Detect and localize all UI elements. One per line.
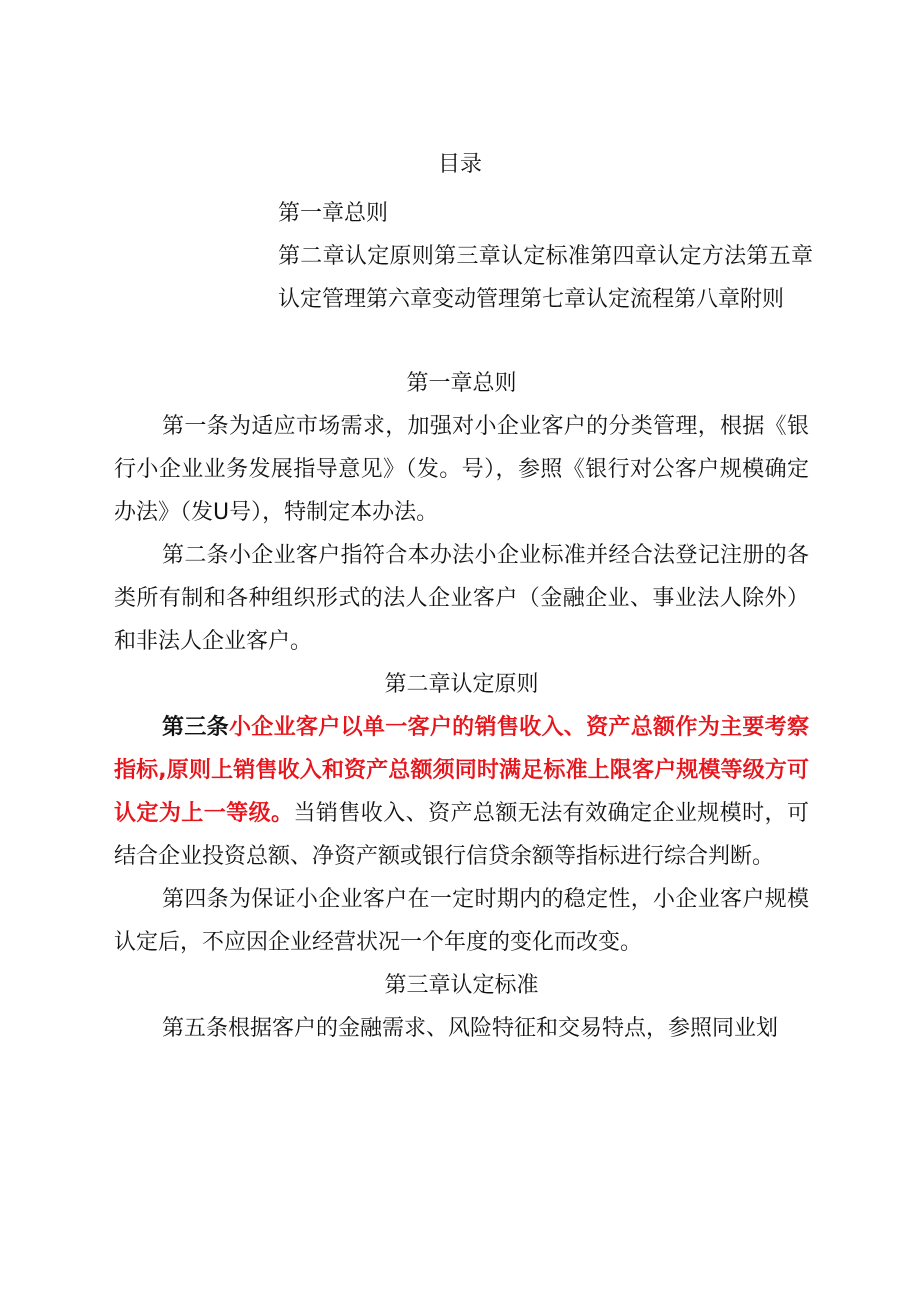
article-paragraph: 第一条为适应市场需求，加强对小企业客户的分类管理，根据《银行小企业业务发展指导意见》（发。号），参照《银行对公客户规模确定办法》（发U号），特制定本办法。 [114, 414, 809, 525]
toc-entry: 第一章总则 [278, 201, 389, 226]
chapter-heading: 第三章认定标准 [384, 973, 539, 998]
toc-title: 目录 [437, 152, 482, 177]
article-paragraph [114, 706, 809, 878]
article-paragraph: 第四条为保证小企业客户在一定时期内的稳定性，小企业客户规模认定后，不应因企业经营状况一个年度的变化而改变。 [114, 887, 809, 955]
article-paragraph: 第二条小企业客户指符合本办法小企业标准并经合法登记注册的各类所有制和各种组织形式的法人企业客户（金融企业、事业法人除外）和非法人企业客户。 [114, 543, 809, 654]
document-body [114, 362, 809, 1050]
article-text: 当销售收入、资产总额无法有效确定企业规模时，可结合企业投资总额、净资产额或银行信贷余额等指标进行综合判断。 [114, 801, 809, 869]
chapter-heading: 第二章认定原则 [384, 672, 539, 697]
table-of-contents [278, 192, 813, 321]
chapter-heading: 第一章总则 [406, 371, 517, 396]
article-label: 第三条 [162, 715, 229, 740]
toc-entry: 第二章认定原则第三章认定标准第四章认定方法第五章认定管理第六章变动管理第七章认定流程第八章附则 [278, 244, 813, 312]
article-paragraph: 第五条根据客户的金融需求、风险特征和交易特点，参照同业划 [162, 1016, 779, 1041]
highlighted-text: 小企业客户以单一客户的销售收入、资产总额作为主要考察指标,原则上销售收入和资产总额须同时满足标准上限客户规模等级方可认定为上一等级。 [114, 715, 809, 826]
